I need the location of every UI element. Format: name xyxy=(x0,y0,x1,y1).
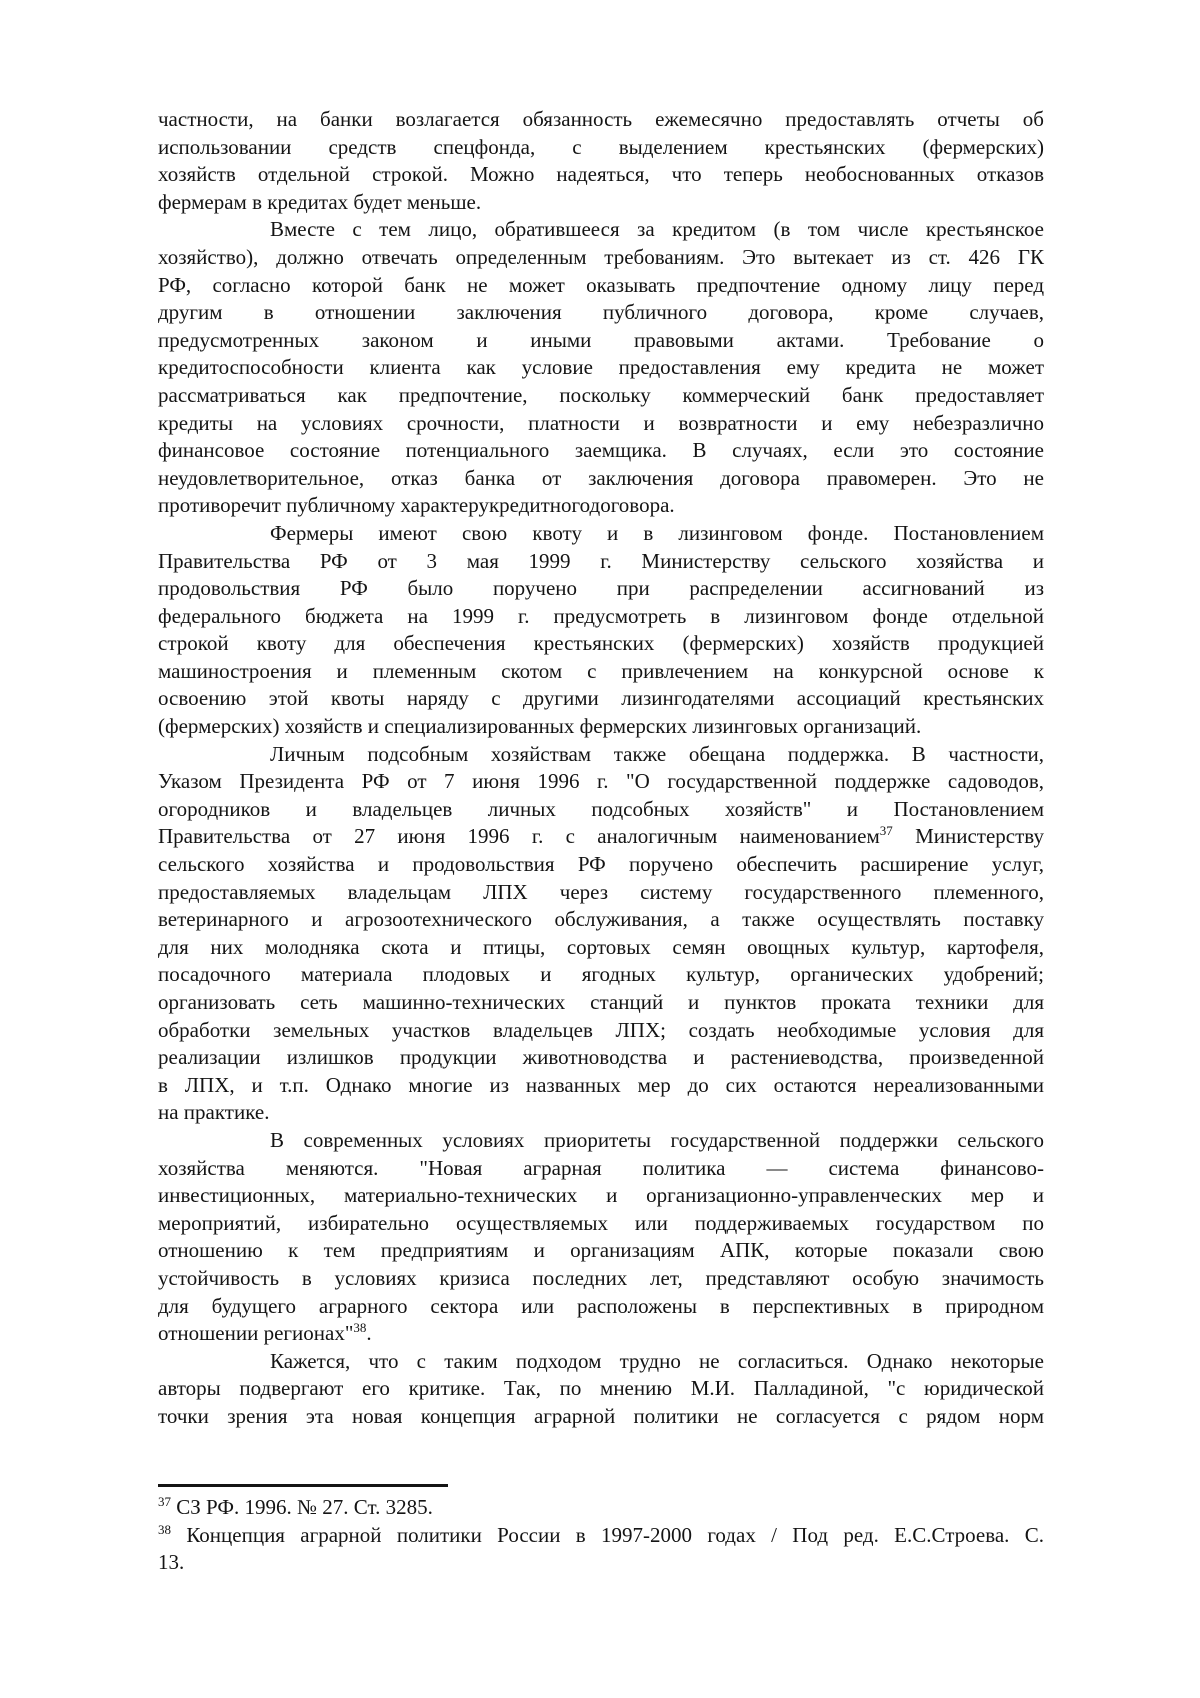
text-line: финансовое состояние потенциального заемщика. В случаях, если это состояние xyxy=(158,438,1044,463)
text-line: для них молодняка скота и птицы, сортовых семян овощных культур, картофеля, xyxy=(158,934,1044,959)
text-line: реализации излишков продукции животноводства и растениеводства, произведенной xyxy=(158,1045,1044,1070)
text-line: отношению к тем предприятиям и организациям АПК, которые показали свою xyxy=(158,1238,1044,1263)
footnote xyxy=(158,1522,1044,1577)
text-line: частности, на банки возлагается обязанность ежемесячно предоставлять отчеты об xyxy=(158,107,1044,131)
text-line: в ЛПХ, и т.п. Однако многие из названных мер до сих остаются нереализованными xyxy=(158,1072,1044,1097)
footnote-ref: 37 xyxy=(879,823,893,839)
text-line: Правительства РФ от 3 мая 1999 г. Министерству сельского хозяйства и xyxy=(158,548,1044,573)
text-line: фермерам в кредитах будет меньше. xyxy=(158,189,482,214)
text-line: кредитоспособности клиента как условие предоставления ему кредита не может xyxy=(158,355,1044,380)
text-line: предусмотренных законом и иными правовыми актами. Требование о xyxy=(158,327,1044,352)
text-line: продовольствия РФ было поручено при распределении ассигнований из xyxy=(158,576,1044,601)
text-line: точки зрения эта новая концепция аграрной политики не согласуется с рядом норм xyxy=(158,1403,1044,1428)
text-line: машиностроения и племенным скотом с привлечением на конкурсной основе к xyxy=(158,658,1044,683)
footnote-ref: 38 xyxy=(158,1521,172,1537)
footnote xyxy=(158,1494,1044,1522)
paragraph xyxy=(158,1348,1044,1431)
text-line: огородников и владельцев личных подсобных хозяйств" и Постановлением xyxy=(158,796,1044,821)
text-line: В современных условиях приоритеты государственной поддержки сельского xyxy=(270,1127,1044,1152)
paragraph xyxy=(158,741,1044,1127)
footnote-ref: 37 xyxy=(158,1494,172,1509)
text-line: рассматриваться как предпочтение, поскольку коммерческий банк предоставляет xyxy=(158,382,1044,407)
text-line: Фермеры имеют свою квоту и в лизинговом фонде. Постановлением xyxy=(270,520,1044,545)
text-line: хозяйство), должно отвечать определенным требованиям. Это вытекает из ст. 426 ГК xyxy=(158,244,1044,269)
paragraph xyxy=(158,1127,1044,1348)
text-line: $^{38}$ Концепция аграрной политики России в 1997-2000 годах / Под ред. Е.С.Строева. С. xyxy=(158,1521,1044,1547)
paragraph xyxy=(158,216,1044,520)
document-body xyxy=(158,106,1044,1431)
text-line: организовать сеть машинно-технических станций и пунктов проката техники для xyxy=(158,990,1044,1014)
text-line: хозяйств отдельной строкой. Можно надеяться, что теперь необоснованных отказов xyxy=(158,162,1044,187)
text-line: $^{37}$ СЗ РФ. 1996. № 27. Ст. 3285. xyxy=(158,1494,433,1519)
paragraph xyxy=(158,106,1044,216)
text-line: обработки земельных участков владельцев ЛПХ; создать необходимые условия для xyxy=(158,1017,1044,1042)
text-line: мероприятий, избирательно осуществляемых или поддерживаемых государством по xyxy=(158,1210,1044,1235)
text-line: авторы подвергают его критике. Так, по мнению М.И. Палладиной, "с юридической xyxy=(158,1376,1044,1401)
text-line: строкой квоту для обеспечения крестьянских (фермерских) хозяйств продукцией xyxy=(158,631,1044,656)
text-line: Вместе с тем лицо, обратившееся за кредитом (в том числе крестьянское xyxy=(270,217,1044,242)
text-line: устойчивость в условиях кризиса последних лет, представляют особую значимость xyxy=(158,1265,1044,1290)
text-line: хозяйства меняются. "Новая аграрная политика — система финансово- xyxy=(158,1155,1044,1180)
text-line: для будущего аграрного сектора или расположены в перспективных в природном xyxy=(158,1293,1044,1318)
text-line: другим в отношении заключения публичного договора, кроме случаев, xyxy=(158,300,1044,325)
text-line: инвестиционных, материально-технических и организационно-управленческих мер и xyxy=(158,1183,1044,1208)
text-line: ветеринарного и агрозоотехнического обслуживания, а также осуществлять поставку xyxy=(158,907,1044,932)
text-line: Личным подсобным хозяйствам также обещана поддержка. В частности, xyxy=(270,741,1044,766)
text-line: на практике. xyxy=(158,1100,270,1125)
paragraph xyxy=(158,520,1044,741)
text-line: (фермерских) хозяйств и специализированных фермерских лизинговых организаций. xyxy=(158,714,922,739)
text-line: отношении регионах"$^{38}$. xyxy=(158,1320,372,1346)
footnote-ref: 38 xyxy=(353,1320,367,1336)
text-line: Кажется, что с таким подходом трудно не согласиться. Однако некоторые xyxy=(270,1348,1044,1373)
text-line: федерального бюджета на 1999 г. предусмотреть в лизинговом фонде отдельной xyxy=(158,603,1044,628)
text-line: кредиты на условиях срочности, платности и возвратности и ему небезразлично xyxy=(158,410,1044,435)
footnote-separator xyxy=(158,1484,448,1487)
text-line: 13. xyxy=(158,1550,185,1575)
footnotes xyxy=(158,1494,1044,1577)
text-line: РФ, согласно которой банк не может оказывать предпочтение одному лицу перед xyxy=(158,272,1044,297)
text-line: освоению этой квоты наряду с другими лизингодателями ассоциаций крестьянских xyxy=(158,686,1044,711)
text-line: сельского хозяйства и продовольствия РФ поручено обеспечить расширение услуг, xyxy=(158,852,1044,877)
text-line: посадочного материала плодовых и ягодных культур, органических удобрений; xyxy=(158,962,1044,987)
text-line: неудовлетворительное, отказ банка от заключения договора правомерен. Это не xyxy=(158,465,1044,490)
text-line: Указом Президента РФ от 7 июня 1996 г. "О государственной поддержке садоводов, xyxy=(158,769,1044,794)
text-line: противоречит публичному характерукредитногодоговора. xyxy=(158,493,675,518)
text-line: Правительства от 27 июня 1996 г. с аналогичным наименованием$^{37}$ Министерству xyxy=(158,823,1045,849)
text-line: использовании средств спецфонда, с выделением крестьянских (фермерских) xyxy=(158,134,1044,159)
text-line: предоставляемых владельцам ЛПХ через систему государственного племенного, xyxy=(158,879,1044,904)
